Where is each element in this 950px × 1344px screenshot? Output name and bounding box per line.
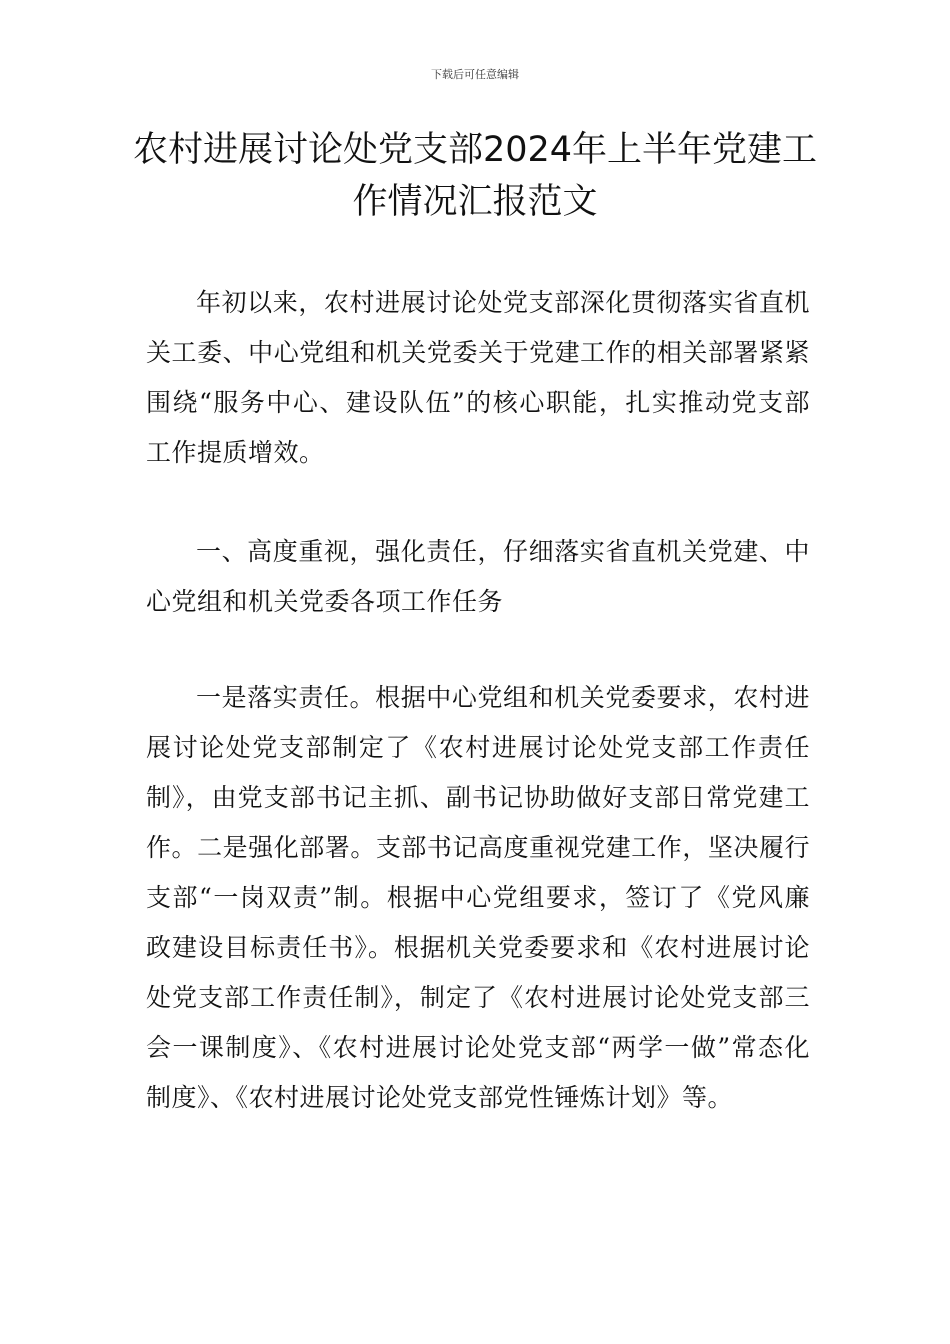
header-note: 下载后可任意编辑 — [431, 68, 519, 81]
paragraph-intro: 年初以来，农村进展讨论处党支部深化贯彻落实省直机关工委、中心党组和机关党委关于党建工作的相关部署紧紧围绕“服务中心、建设队伍”的核心职能，扎实推动党支部工作提质增效。 — [146, 288, 810, 467]
paragraph-responsibility: 一是落实责任。根据中心党组和机关党委要求，农村进展讨论处党支部制定了《农村进展讨论处党支部工作责任制》，由党支部书记主抓、副书记协助做好支部日常党建工作。二是强化部署。支部书记高度重视党建工作，坚决履行支部“一岗双责”制。根据中心党组要求，签订了《党风廉政建设目标责任书》。根据机关党委要求和《农村进展讨论处党支部工作责任制》，制定了《农村进展讨论处党支部三会一课制度》、《农村进展讨论处党支部“两学一做”常态化制度》、《农村进展讨论处党支部党性锤炼计划》等。 — [146, 683, 810, 1112]
document-title: 农村进展讨论处党支部2024年上半年党建工作情况汇报范文 — [132, 130, 818, 222]
paragraph-section-heading: 一、高度重视，强化责任，仔细落实省直机关党建、中心党组和机关党委各项工作任务 — [146, 537, 810, 616]
